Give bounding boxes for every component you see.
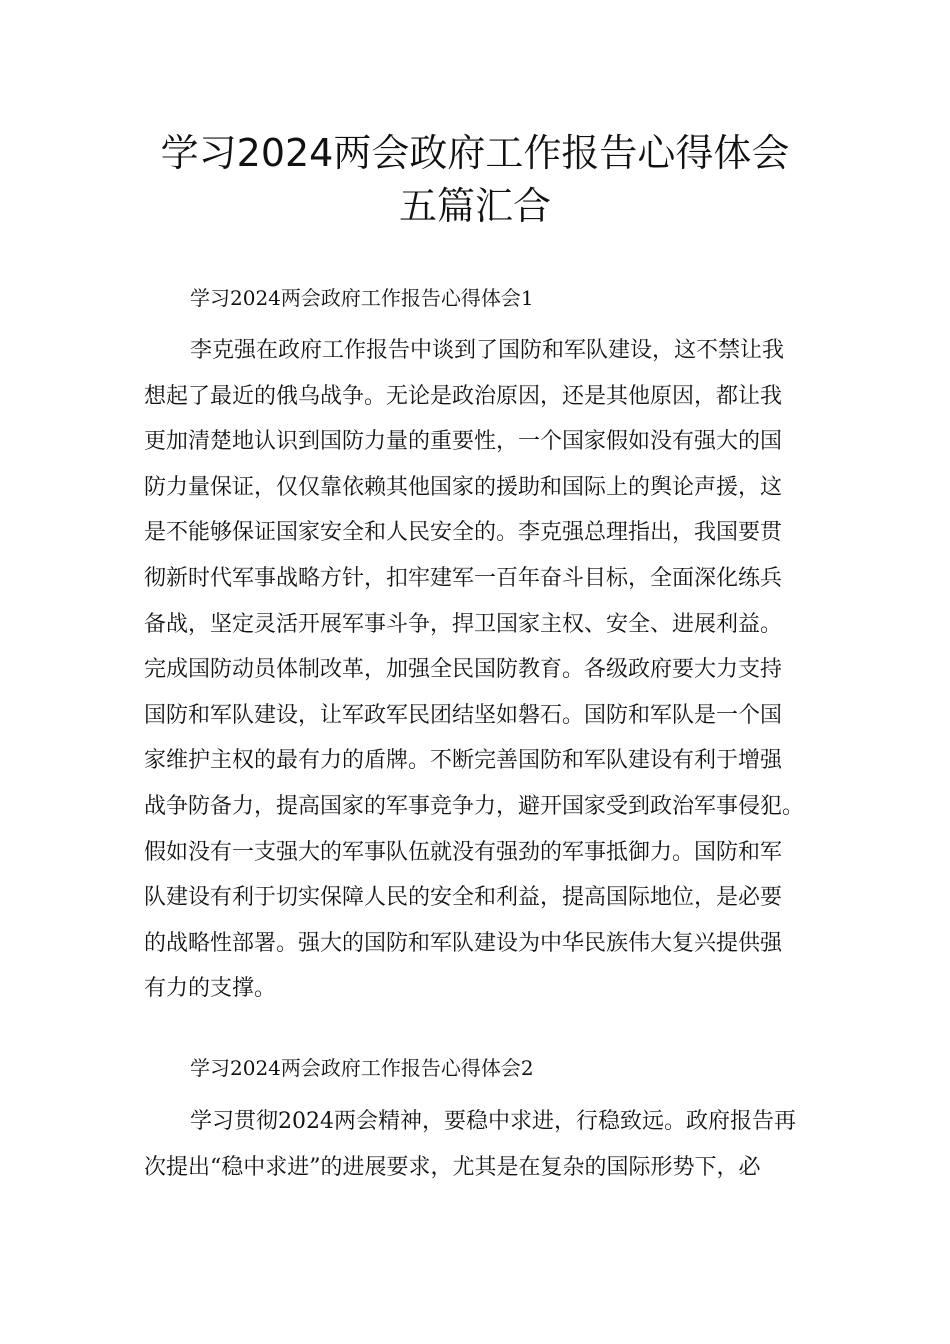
paragraph-line: 学习贯彻2024两会精神，要稳中求进，行稳致远。政府报告再 (190, 1109, 796, 1134)
paragraph-line: 次提出“稳中求进”的进展要求，尤其是在复杂的国际形势下，必 (144, 1154, 761, 1180)
paragraph-line: 防力量保证，仅仅靠依赖其他国家的援助和国际上的舆论声援，这 (144, 474, 783, 500)
paragraph-line: 队建设有利于切实保障人民的安全和利益，提高国际地位，是必要 (144, 885, 783, 911)
paragraph-line: 是不能够保证国家安全和人民安全的。李克强总理指出，我国要贯 (144, 520, 783, 546)
paragraph-line: 家维护主权的最有力的盾牌。不断完善国防和军队建设有利于增强 (144, 748, 783, 774)
section-1-body (144, 328, 820, 1012)
document-title-line-2: 五篇汇合 (398, 184, 551, 228)
document-title-line-1: 学习2024两会政府工作报告心得体会 (160, 131, 790, 175)
paragraph-line: 完成国防动员体制改革，加强全民国防教育。各级政府要大力支持 (144, 657, 783, 683)
paragraph-line: 李克强在政府工作报告中谈到了国防和军队建设，这不禁让我 (190, 338, 785, 363)
section-2-body (144, 1099, 820, 1190)
paragraph-line: 备战，坚定灵活开展军事斗争，捍卫国家主权、安全、进展利益。 (144, 611, 783, 637)
section-2-heading: 学习2024两会政府工作报告心得体会2 (190, 1056, 534, 1080)
paragraph-line: 假如没有一支强大的军事队伍就没有强劲的军事抵御力。国防和军 (144, 839, 783, 865)
paragraph-line: 战争防备力，提高国家的军事竞争力，避开国家受到政治军事侵犯。 (144, 793, 805, 819)
paragraph-line: 想起了最近的俄乌战争。无论是政治原因，还是其他原因，都让我 (144, 383, 783, 409)
paragraph-line: 更加清楚地认识到国防力量的重要性，一个国家假如没有强大的国 (144, 429, 783, 455)
paragraph-line: 国防和军队建设，让军政军民团结坚如磐石。国防和军队是一个国 (144, 702, 783, 728)
paragraph-line: 彻新时代军事战略方针，扣牢建军一百年奋斗目标，全面深化练兵 (144, 565, 783, 591)
paragraph-line: 的战略性部署。强大的国防和军队建设为中华民族伟大复兴提供强 (144, 930, 783, 956)
paragraph-line: 有力的支撑。 (144, 976, 277, 1002)
section-1-heading: 学习2024两会政府工作报告心得体会1 (190, 286, 534, 310)
